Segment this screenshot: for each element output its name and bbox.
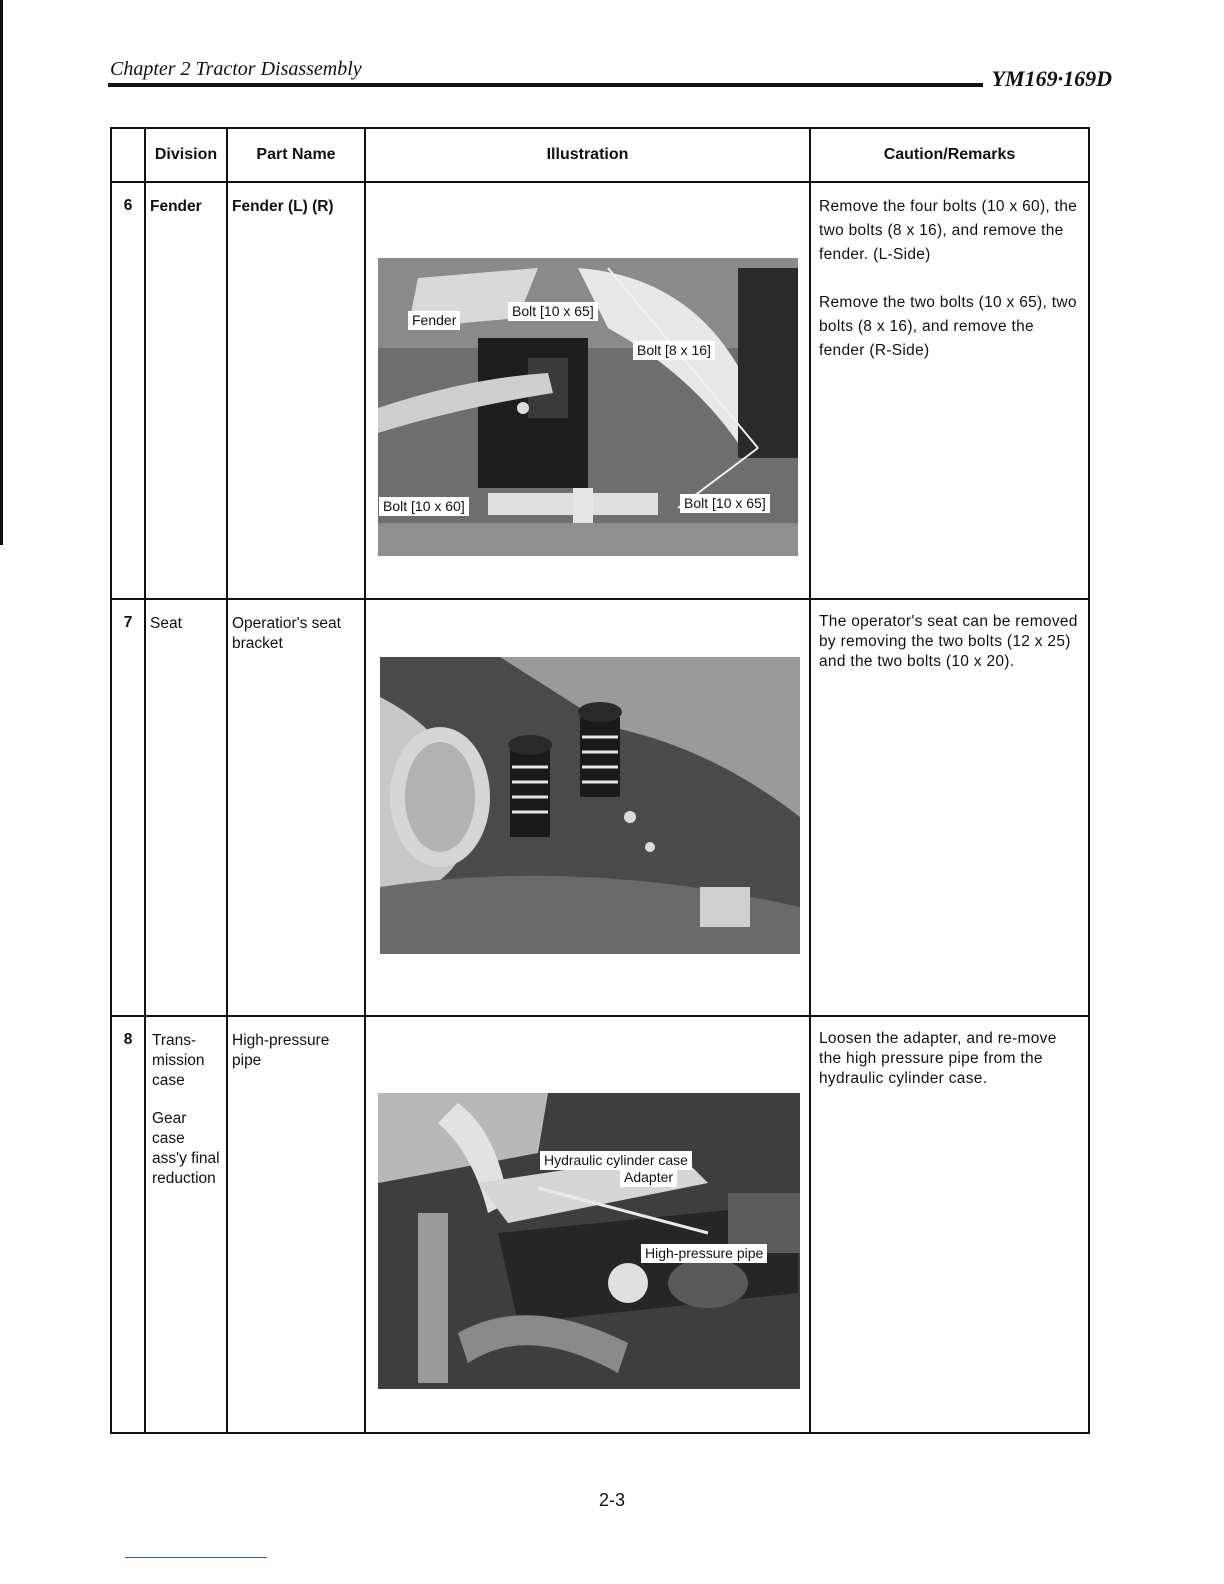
high-pressure-pipe-photo [378,1093,800,1389]
part-text: Fender (L) (R) [232,198,334,215]
callout-bolt-10x65-top: Bolt [10 x 65] [508,302,598,321]
table-row [111,1016,1089,1433]
part-cell [227,182,365,599]
col-part-name: Part Name [227,128,365,182]
callout-bolt-10x60: Bolt [10 x 60] [379,497,469,516]
callout-bolt-8x16: Bolt [8 x 16] [633,341,715,360]
illustration-cell [365,1016,810,1433]
remark-paragraph: Remove the four bolts (10 x 60), the two bolts (8 x 16), and remove the fender. (L-Side) [819,198,1078,263]
illustration-cell [365,599,810,1016]
high-pressure-pipe-photo-image [378,1093,800,1389]
division-text-secondary: Gear case ass'y final reduction [152,1110,220,1187]
header-rule [108,83,983,87]
division-text: Trans-mission case [152,1032,205,1089]
seat-bracket-photo-image [380,657,800,954]
row-number: 6 [111,182,145,599]
part-text: High-pressure pipe [232,1032,330,1069]
remarks-cell [810,182,1089,599]
callout-hydraulic-cylinder-case: Hydraulic cylinder case [540,1151,692,1170]
table-row [111,182,1089,599]
col-number [111,128,145,182]
chapter-title: Chapter 2 Tractor Disassembly [110,58,362,80]
remark-paragraph: The operator's seat can be removed by removing the two bolts (12 x 25) and the two bolts (10 x 20). [819,613,1078,670]
left-margin-rule [0,0,3,545]
seat-bracket-photo [380,657,800,954]
illustration-cell [365,182,810,599]
callout-adapter: Adapter [620,1168,677,1187]
division-text: Seat [150,615,182,632]
callout-bolt-10x65-bottom: Bolt [10 x 65] [680,494,770,513]
remark-paragraph: Remove the two bolts (10 x 65), two bolts (8 x 16), and remove the fender (R-Side) [819,294,1077,359]
col-illustration: Illustration [365,128,810,182]
remarks-text [811,600,1088,672]
page-number: 2-3 [598,1490,625,1510]
part-text: Operatior's seat bracket [232,615,341,652]
remarks-cell [810,599,1089,1016]
col-remarks: Caution/Remarks [810,128,1089,182]
division-text: Fender [150,198,202,215]
division-cell [145,599,227,1016]
division-cell [145,182,227,599]
table-row [111,599,1089,1016]
callout-fender: Fender [408,311,460,330]
callout-high-pressure-pipe: High-pressure pipe [641,1244,767,1263]
remark-paragraph: Loosen the adapter, and re-move the high pressure pipe from the hydraulic cylinder case. [819,1030,1057,1087]
part-cell [227,1016,365,1433]
col-division: Division [145,128,227,182]
division-cell [145,1016,227,1433]
remarks-text [811,183,1088,363]
row-number: 8 [111,1016,145,1433]
footnote-rule [125,1557,267,1558]
table-header-row [111,128,1089,182]
model-number: YM169·169D [991,66,1112,91]
remarks-text [811,1017,1088,1089]
remarks-cell [810,1016,1089,1433]
disassembly-table [110,127,1090,1434]
part-cell [227,599,365,1016]
row-number: 7 [111,599,145,1016]
